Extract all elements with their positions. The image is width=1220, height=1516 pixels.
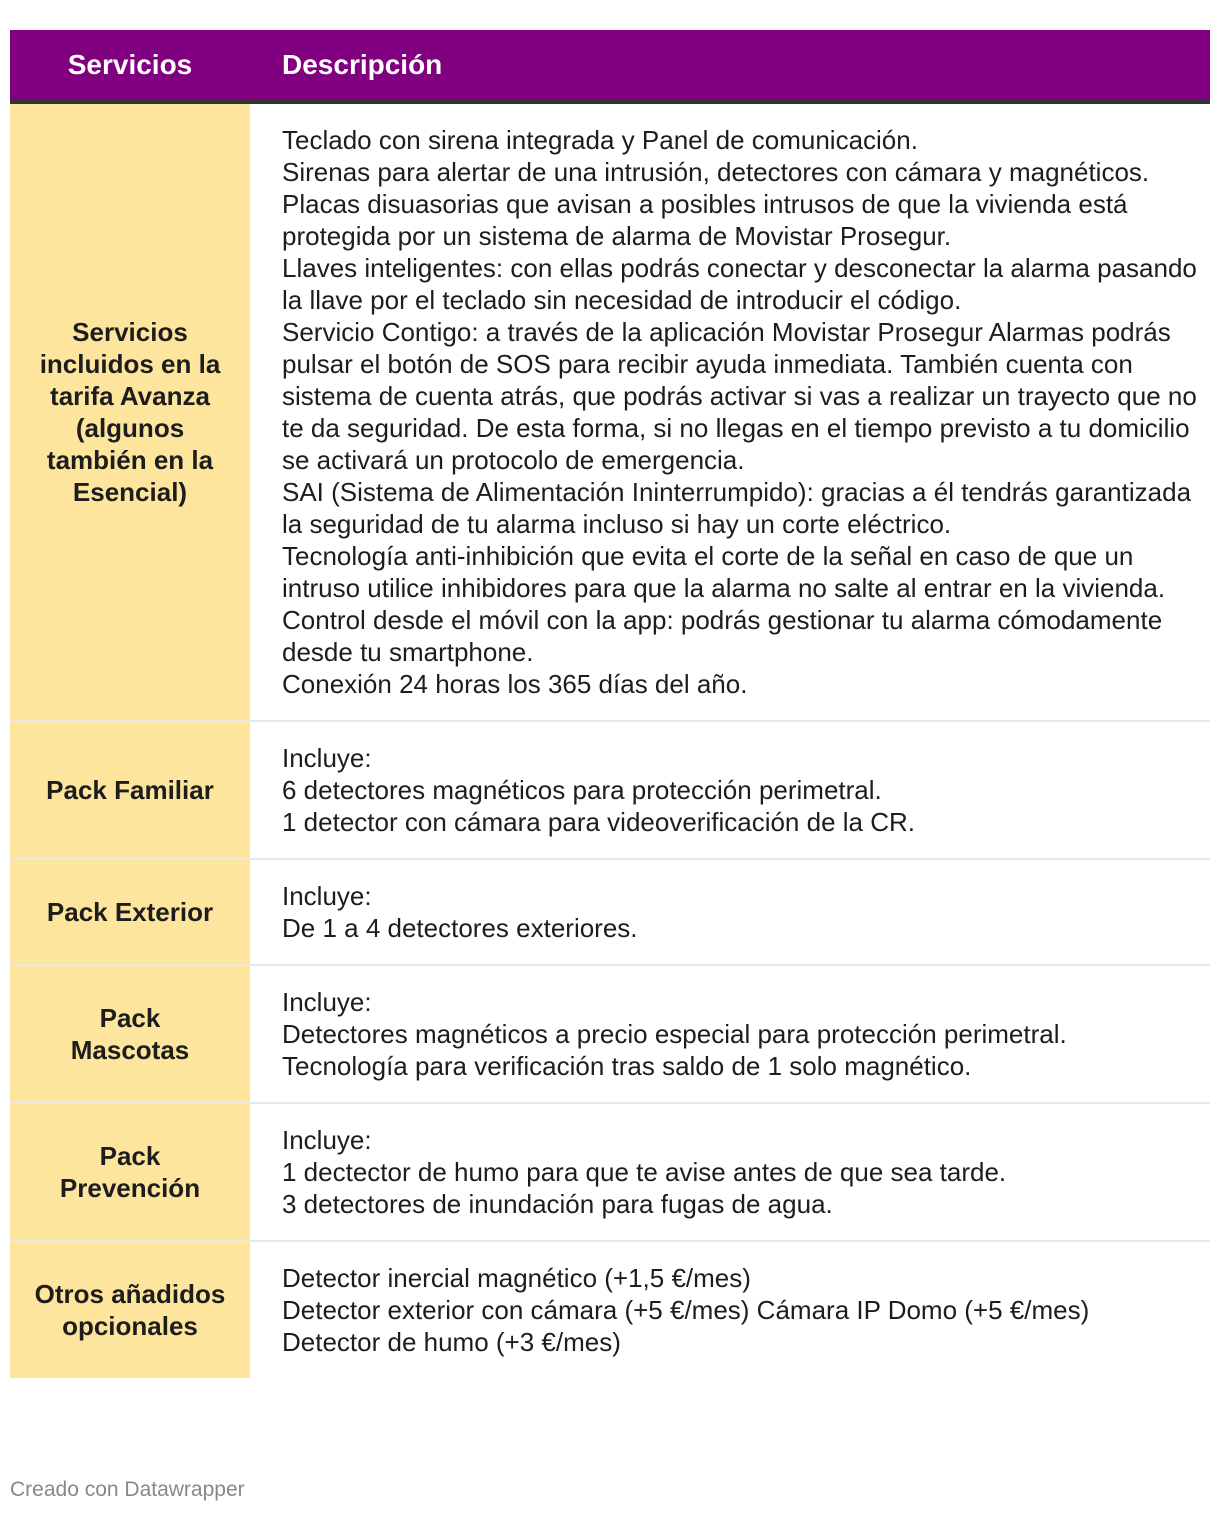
table-row-pack-mascotas xyxy=(10,966,1210,1104)
description-line: Incluye: xyxy=(282,881,372,911)
description-line: De 1 a 4 detectores exteriores. xyxy=(282,913,638,943)
description-line: Llaves inteligentes: con ellas podrás conectar y desconectar la alarma pasando la llave por el teclado sin necesidad de introducir el código. xyxy=(282,253,1205,315)
description-line: 1 detector con cámara para videoverificación de la CR. xyxy=(282,807,915,837)
service-cell: Servicios incluidos en la tarifa Avanza (algunos también en la Esencial) xyxy=(10,104,250,720)
description-line: 1 dectector de humo para que te avise antes de que sea tarde. xyxy=(282,1157,1007,1187)
description-line: SAI (Sistema de Alimentación Ininterrumpido): gracias a él tendrás garantizada la seguridad de tu alarma incluso si hay un corte eléctrico. xyxy=(282,477,1199,539)
description-line: 3 detectores de inundación para fugas de agua. xyxy=(282,1189,833,1219)
description-line: Conexión 24 horas los 365 días del año. xyxy=(282,669,748,699)
description-line: Placas disuasorias que avisan a posibles intrusos de que la vivienda está protegida por un sistema de alarma de Movistar Prosegur. xyxy=(282,189,1135,251)
description-cell xyxy=(250,1242,1210,1378)
table-row-pack-exterior xyxy=(10,860,1210,966)
datawrapper-credit[interactable]: Creado con Datawrapper xyxy=(10,1478,245,1501)
description-line: Detector inercial magnético (+1,5 €/mes) xyxy=(282,1263,751,1293)
description-cell xyxy=(250,722,1210,858)
description-cell xyxy=(250,966,1210,1102)
description-line: Detector de humo (+3 €/mes) xyxy=(282,1327,621,1357)
header-description: Descripción xyxy=(282,49,443,80)
description-line: Teclado con sirena integrada y Panel de comunicación. xyxy=(282,125,918,155)
description-line: Tecnología para verificación tras saldo de 1 solo magnético. xyxy=(282,1051,972,1081)
description-cell xyxy=(250,104,1210,720)
service-cell: Pack Prevención xyxy=(10,1104,250,1240)
services-table xyxy=(10,30,1210,1378)
table-row-pack-prevencion xyxy=(10,1104,1210,1242)
description-line: Control desde el móvil con la app: podrás gestionar tu alarma cómodamente desde tu smartphone. xyxy=(282,605,1170,667)
description-line: Tecnología anti-inhibición que evita el corte de la señal en caso de que un intruso utilice inhibidores para que la alarma no salte al entrar en la vivienda. xyxy=(282,541,1166,603)
description-line: Sirenas para alertar de una intrusión, detectores con cámara y magnéticos. xyxy=(282,157,1150,187)
table-row-avanza xyxy=(10,104,1210,722)
header-services: Servicios xyxy=(67,49,193,80)
description-line: 6 detectores magnéticos para protección perimetral. xyxy=(282,775,882,805)
description-line: Servicio Contigo: a través de la aplicación Movistar Prosegur Alarmas podrás pulsar el botón de SOS para recibir ayuda inmediata. También cuenta con sistema de cuenta atrás, que podrás activar si vas a realizar un trayecto que no te da seguridad. De esta forma, si no llegas en el tiempo previsto a tu domicilio se activará un protocolo de emergencia. xyxy=(282,317,1205,475)
description-line: Detector exterior con cámara (+5 €/mes) Cámara IP Domo (+5 €/mes) xyxy=(282,1295,1090,1325)
description-line: Detectores magnéticos a precio especial para protección perimetral. xyxy=(282,1019,1067,1049)
description-line: Incluye: xyxy=(282,987,372,1017)
service-cell: Pack Familiar xyxy=(10,722,250,858)
description-line: Incluye: xyxy=(282,743,372,773)
description-cell xyxy=(250,1104,1210,1240)
description-line: Incluye: xyxy=(282,1125,372,1155)
table-header xyxy=(10,30,1210,104)
service-cell: Otros añadidos opcionales xyxy=(10,1242,250,1378)
service-cell: Pack Exterior xyxy=(10,860,250,964)
table-row-otros xyxy=(10,1242,1210,1378)
table-row-pack-familiar xyxy=(10,722,1210,860)
service-cell: Pack Mascotas xyxy=(10,966,250,1102)
description-cell xyxy=(250,860,1210,964)
